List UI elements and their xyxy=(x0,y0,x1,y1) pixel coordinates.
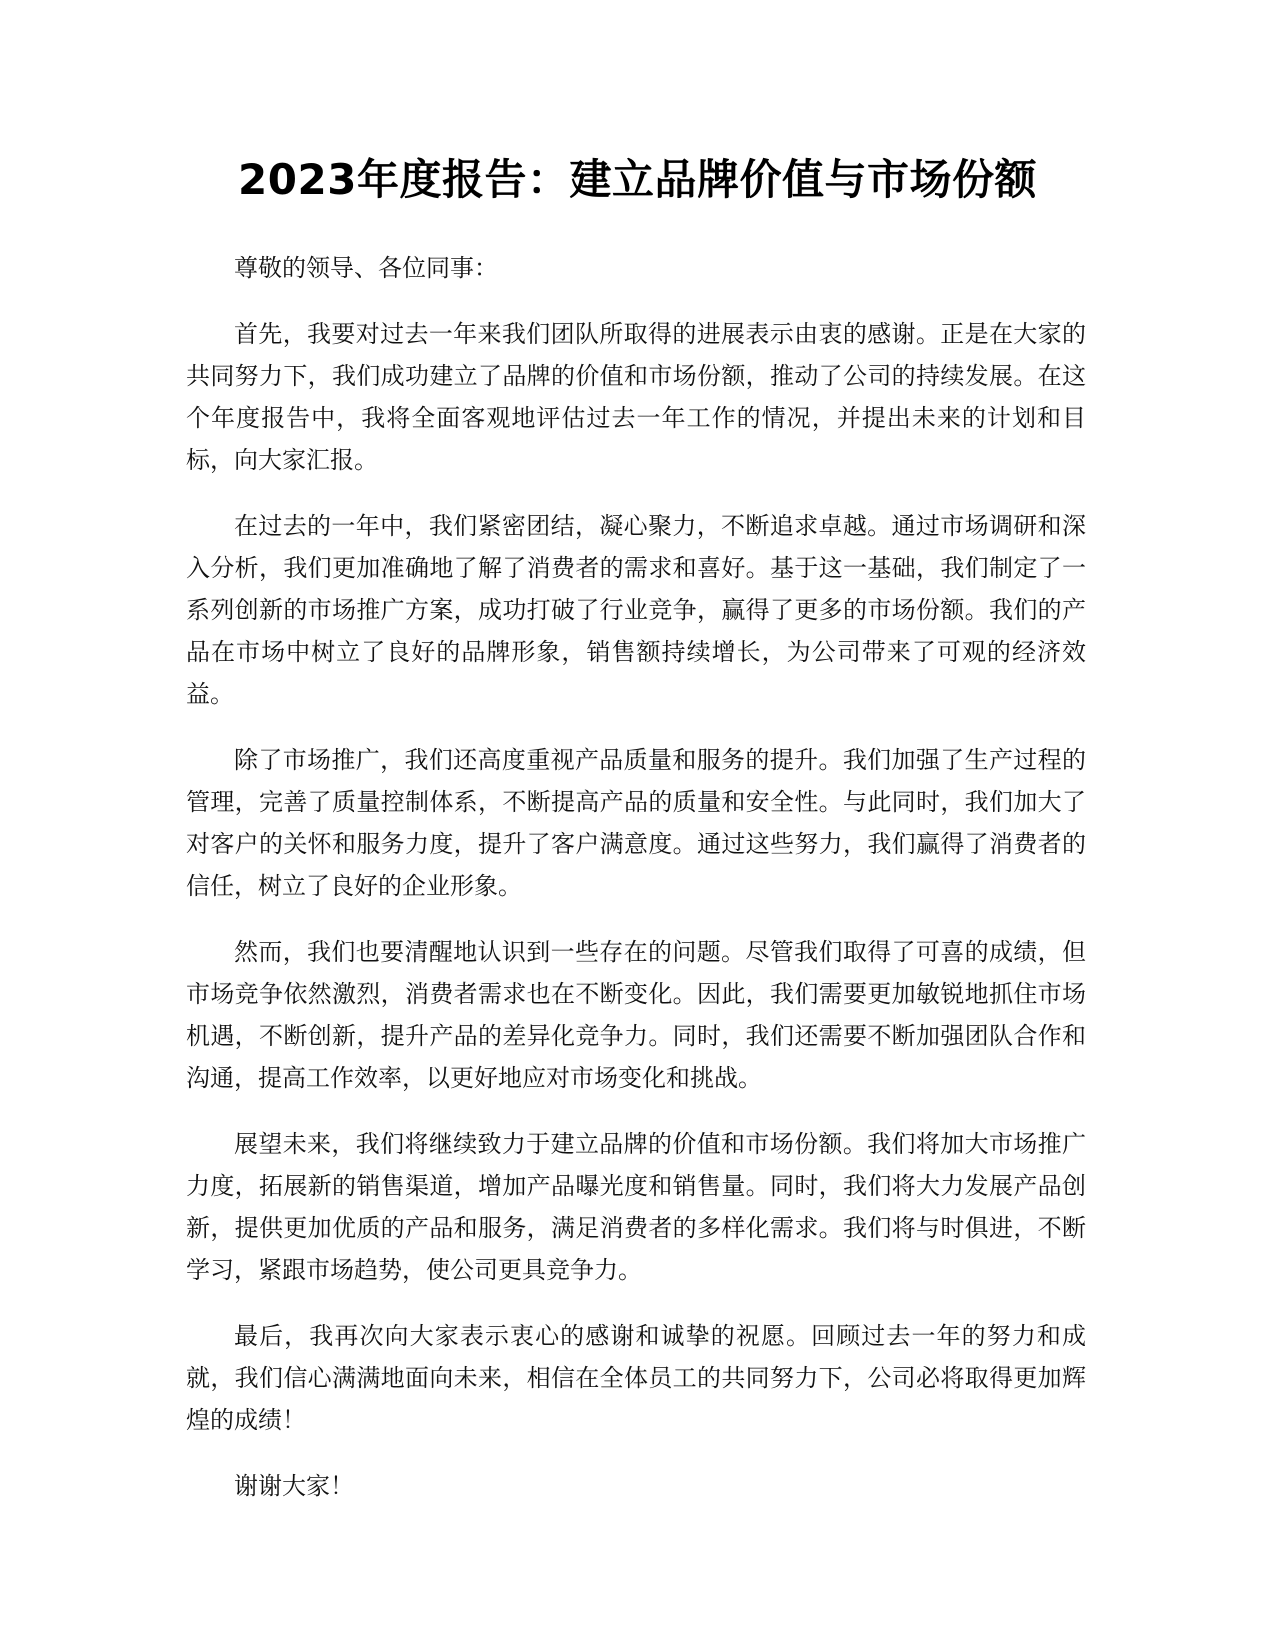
closing-paragraph: 最后，我再次向大家表示衷心的感谢和诚挚的祝愿。回顾过去一年的努力和成就，我们信心满满地面向未来，相信在全体员工的共同努力下，公司必将取得更加辉煌的成绩！ xyxy=(186,1322,1086,1434)
quality-paragraph: 除了市场推广，我们还高度重视产品质量和服务的提升。我们加强了生产过程的管理，完善了质量控制体系，不断提高产品的质量和安全性。与此同时，我们加大了对客户的关怀和服务力度，提升了客户满意度。通过这些努力，我们赢得了消费者的信任，树立了良好的企业形象。 xyxy=(186,746,1086,900)
market-paragraph: 在过去的一年中，我们紧密团结，凝心聚力，不断追求卓越。通过市场调研和深入分析，我们更加准确地了解了消费者的需求和喜好。基于这一基础，我们制定了一系列创新的市场推广方案，成功打破了行业竞争，赢得了更多的市场份额。我们的产品在市场中树立了良好的品牌形象，销售额持续增长，为公司带来了可观的经济效益。 xyxy=(186,512,1086,708)
document-title: 2023年度报告：建立品牌价值与市场份额 xyxy=(238,155,1037,204)
document-body xyxy=(186,247,1086,1531)
issues-paragraph: 然而，我们也要清醒地认识到一些存在的问题。尽管我们取得了可喜的成绩，但市场竞争依然激烈，消费者需求也在不断变化。因此，我们需要更加敏锐地抓住市场机遇，不断创新，提升产品的差异化竞争力。同时，我们还需要不断加强团队合作和沟通，提高工作效率，以更好地应对市场变化和挑战。 xyxy=(186,938,1086,1092)
thanks-paragraph: 谢谢大家！ xyxy=(234,1472,354,1500)
outlook-paragraph: 展望未来，我们将继续致力于建立品牌的价值和市场份额。我们将加大市场推广力度，拓展新的销售渠道，增加产品曝光度和销售量。同时，我们将大力发展产品创新，提供更加优质的产品和服务，满足消费者的多样化需求。我们将与时俱进，不断学习，紧跟市场趋势，使公司更具竞争力。 xyxy=(186,1130,1086,1284)
intro-paragraph: 首先，我要对过去一年来我们团队所取得的进展表示由衷的感谢。正是在大家的共同努力下，我们成功建立了品牌的价值和市场份额，推动了公司的持续发展。在这个年度报告中，我将全面客观地评估过去一年工作的情况，并提出未来的计划和目标，向大家汇报。 xyxy=(186,320,1086,474)
greeting-paragraph: 尊敬的领导、各位同事： xyxy=(234,254,498,282)
